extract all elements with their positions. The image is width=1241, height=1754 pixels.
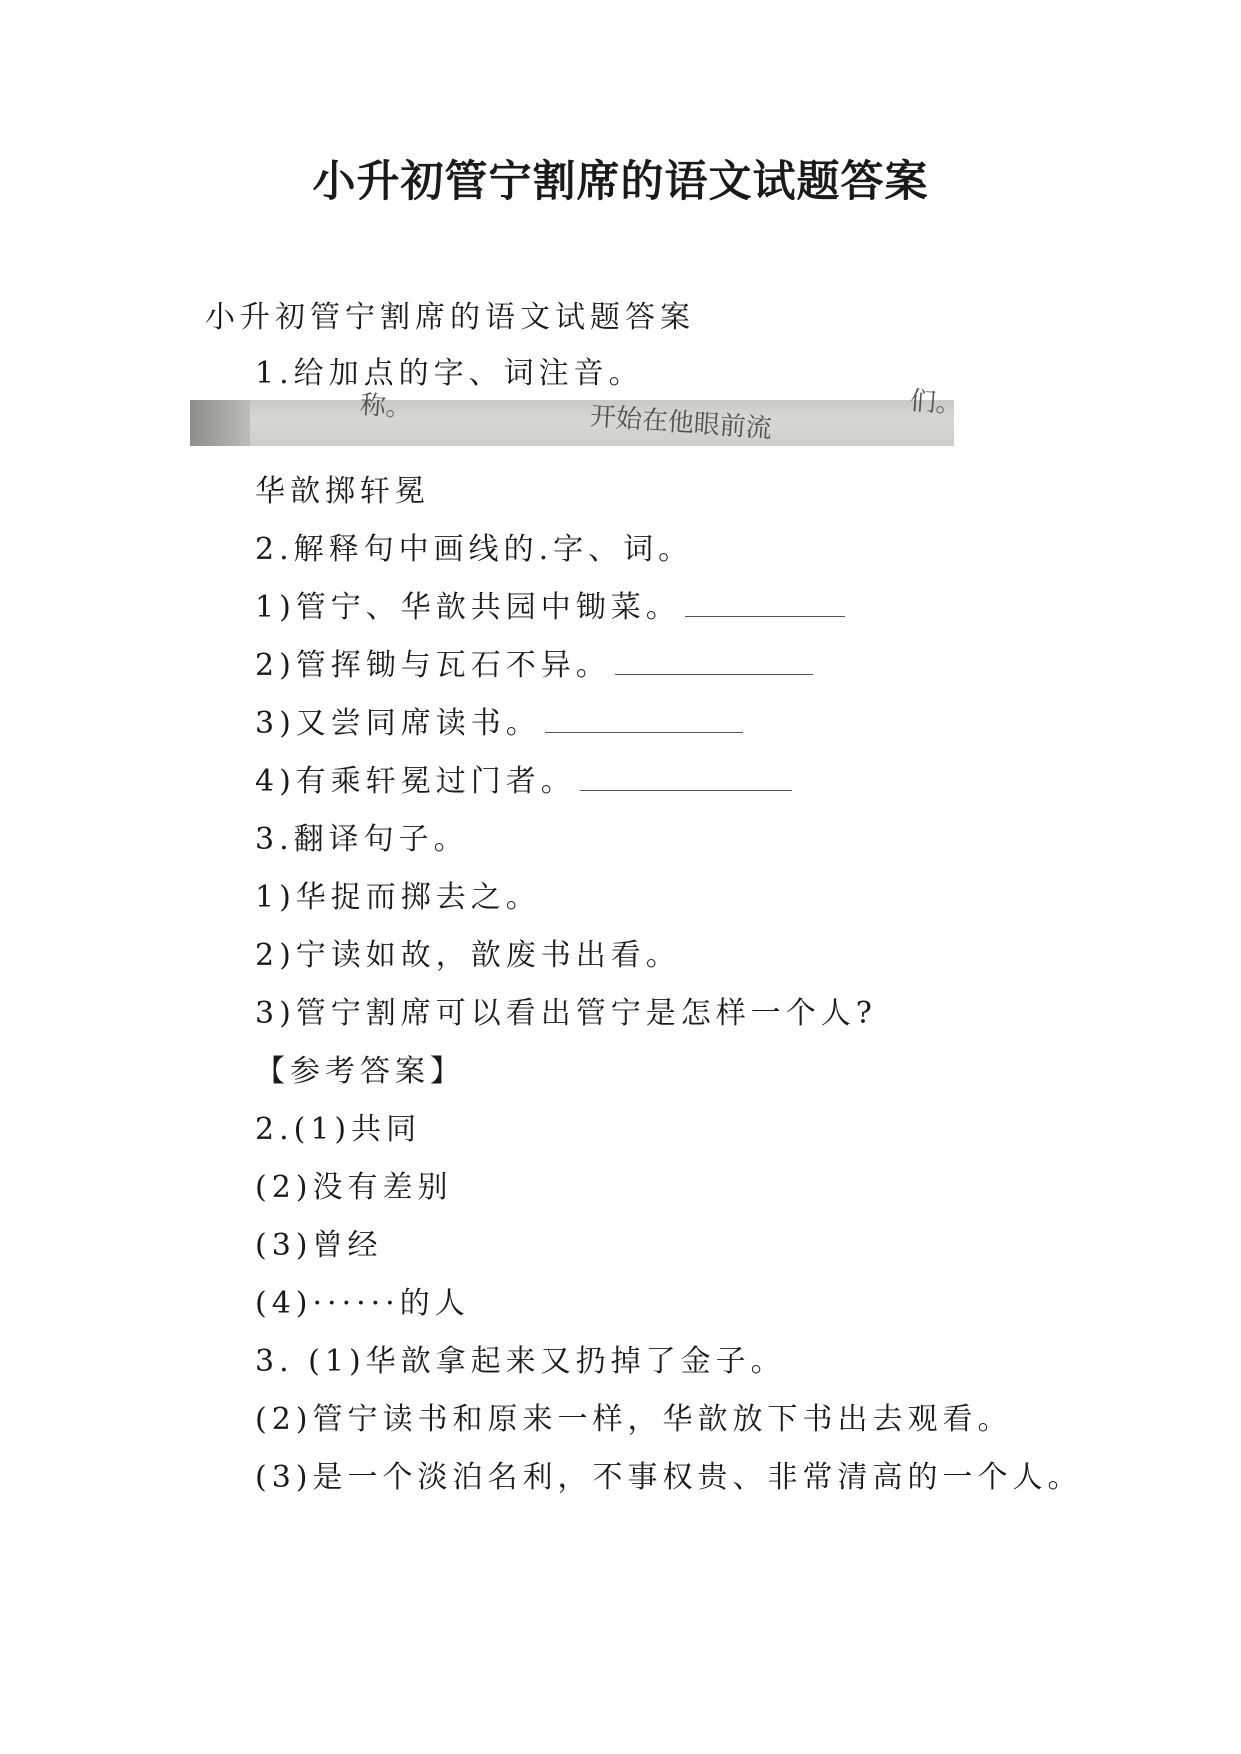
answer-blank[interactable] xyxy=(580,764,792,791)
question-3-item-3: 3)管宁割席可以看出管宁是怎样一个人? xyxy=(255,996,877,1031)
question-3-item-2: 2)宁读如故，歆废书出看。 xyxy=(255,938,681,973)
question-1-words: 华歆掷轩冕 xyxy=(255,474,430,509)
photo-text-1: 称。 xyxy=(358,390,413,424)
answer-line: 3. (1)华歆拿起来又扔掉了金子。 xyxy=(255,1344,786,1379)
question-2-item-2 xyxy=(255,646,813,686)
answer-line: 2.(1)共同 xyxy=(255,1112,422,1147)
question-2-item-1 xyxy=(255,588,845,628)
answer-blank[interactable] xyxy=(685,590,845,617)
photo-text-3: 们。 xyxy=(908,386,963,420)
answer-line: (3)曾经 xyxy=(255,1228,383,1263)
answer-header: 【参考答案】 xyxy=(255,1054,465,1089)
answer-blank[interactable] xyxy=(545,706,743,733)
subtitle: 小升初管宁割席的语文试题答案 xyxy=(205,300,695,335)
item-text: 3)又尝同席读书。 xyxy=(255,706,541,741)
item-text: 4)有乘轩冕过门者。 xyxy=(255,764,576,799)
answer-blank[interactable] xyxy=(615,648,813,675)
textbook-photo-strip xyxy=(190,386,963,446)
photo-text-2: 开始在他眼前流 xyxy=(589,401,773,445)
item-text: 2)管挥锄与瓦石不异。 xyxy=(255,648,611,683)
answer-line: (2)管宁读书和原来一样，华歆放下书出去观看。 xyxy=(255,1402,1013,1437)
question-3: 3.翻译句子。 xyxy=(255,822,469,857)
item-text: 1)管宁、华歆共园中锄菜。 xyxy=(255,590,681,625)
document-title: 小升初管宁割席的语文试题答案 xyxy=(312,157,929,207)
answer-line: (2)没有差别 xyxy=(255,1170,453,1205)
question-2: 2.解释句中画线的.字、词。 xyxy=(255,532,694,567)
photo-shadow xyxy=(190,400,250,446)
question-2-item-4 xyxy=(255,762,792,802)
answer-line: (3)是一个淡泊名利，不事权贵、非常清高的一个人。 xyxy=(255,1460,1083,1495)
question-2-item-3 xyxy=(255,704,743,744)
question-3-item-1: 1)华捉而掷去之。 xyxy=(255,880,541,915)
question-1: 1.给加点的字、词注音。 xyxy=(255,356,644,391)
answer-line: (4)······的人 xyxy=(255,1286,470,1321)
